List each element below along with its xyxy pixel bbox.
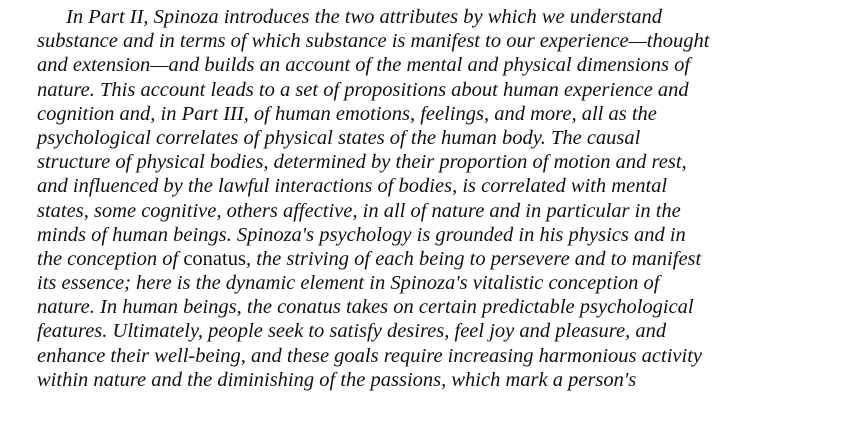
text-line: states, some cognitive, others affective, in all of nature and in particular in the xyxy=(37,199,681,222)
text-line: structure of physical bodies, determined by their proportion of motion and rest, xyxy=(37,151,687,174)
text-line: nature. In human beings, the conatus takes on certain predictable psychological xyxy=(37,296,694,319)
text-line: nature. This account leads to a set of propositions about human experience and xyxy=(37,78,689,101)
text-line: psychological correlates of physical states of the human body. The causal xyxy=(37,126,641,149)
text-line: its essence; here is the dynamic element in Spinoza's vitalistic conception of xyxy=(37,272,660,295)
text-line: In Part II, Spinoza introduces the two attributes by which we understand xyxy=(66,6,662,28)
text-line: enhance their well-being, and these goals require increasing harmonious activity xyxy=(37,344,702,367)
text-line xyxy=(37,247,827,271)
text-line: and extension—and builds an account of the mental and physical dimensions of xyxy=(37,54,691,77)
text-line: within nature and the diminishing of the passions, which mark a person's xyxy=(37,368,637,391)
text-line: cognition and, in Part III, of human emotions, feelings, and more, all as the xyxy=(37,102,657,125)
emphasized-term: conatus xyxy=(183,247,246,270)
text-line: substance and in terms of which substance is manifest to our experience—thought xyxy=(37,30,710,53)
text-line: minds of human beings. Spinoza's psychology is grounded in his physics and in xyxy=(37,223,686,246)
body-paragraph xyxy=(37,5,827,392)
text-line: and influenced by the lawful interactions of bodies, is correlated with mental xyxy=(37,175,668,198)
text-line: features. Ultimately, people seek to satisfy desires, feel joy and pleasure, and xyxy=(37,320,667,343)
text-run: the conception of xyxy=(37,247,184,270)
text-run: , the striving of each being to persevere and to manifest xyxy=(245,247,702,270)
